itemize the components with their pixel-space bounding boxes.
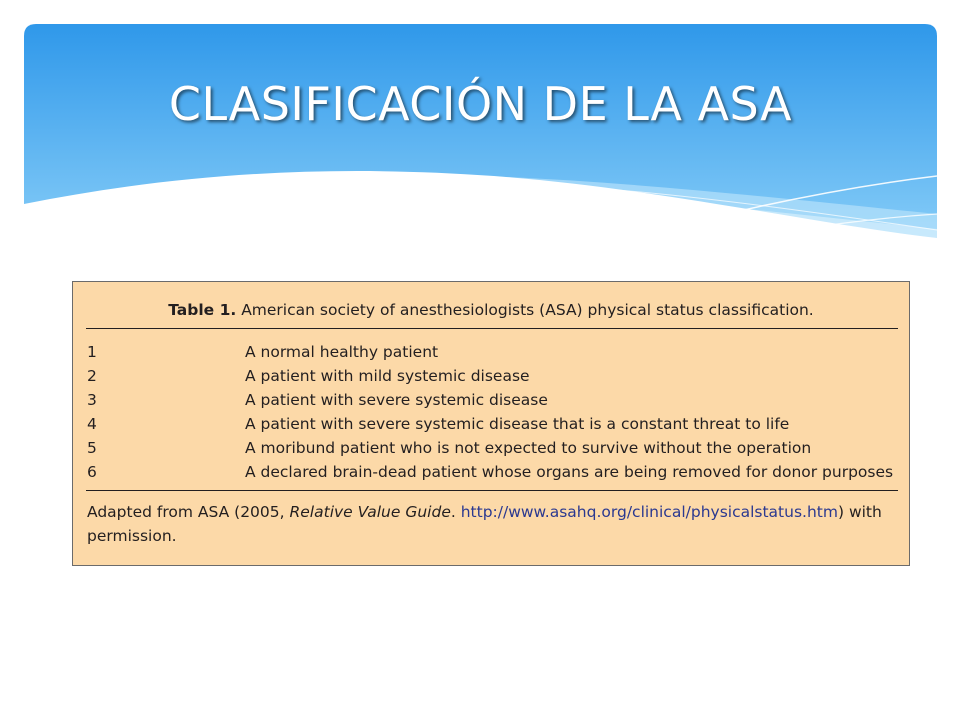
row-description: A patient with severe systemic disease that is a constant threat to life [245, 415, 790, 433]
table-row [87, 340, 902, 364]
table-bottom-rule [86, 490, 898, 491]
row-class: 5 [87, 439, 97, 457]
row-description: A moribund patient who is not expected to survive without the operation [245, 439, 812, 457]
row-description: A patient with severe systemic disease [245, 391, 548, 409]
slide-title: CLASIFICACIÓN DE LA ASA [168, 77, 793, 131]
asa-classification-table [72, 281, 910, 566]
table-caption-label: Table 1. [168, 301, 237, 319]
row-class: 4 [87, 415, 97, 433]
table-rows [87, 340, 902, 484]
header-wave-graphic [24, 24, 937, 264]
footnote-prefix: Adapted from ASA (2005, [87, 503, 290, 521]
table-top-rule [86, 328, 898, 329]
table-row [87, 412, 902, 436]
footnote-link[interactable]: http://www.asahq.org/clinical/physicalstatus.htm [460, 503, 838, 521]
row-description: A patient with mild systemic disease [245, 367, 530, 385]
footnote-middle: . [450, 503, 461, 521]
row-class: 6 [87, 463, 97, 481]
footnote-suffix: ) with permission. [87, 503, 882, 545]
table-caption-text: American society of anesthesiologists (ASA) physical status classification. [236, 301, 814, 319]
row-class: 2 [87, 367, 97, 385]
table-row [87, 388, 902, 412]
row-description: A declared brain-dead patient whose organs are being removed for donor purposes [245, 463, 894, 481]
row-class: 1 [87, 343, 97, 361]
table-row [87, 364, 902, 388]
row-description: A normal healthy patient [245, 343, 439, 361]
table-row [87, 460, 902, 484]
table-row [87, 436, 902, 460]
header-banner [24, 24, 937, 264]
table-footnote [87, 500, 902, 548]
row-class: 3 [87, 391, 97, 409]
footnote-guide-title: Relative Value Guide [289, 503, 451, 521]
table-caption [73, 300, 909, 320]
